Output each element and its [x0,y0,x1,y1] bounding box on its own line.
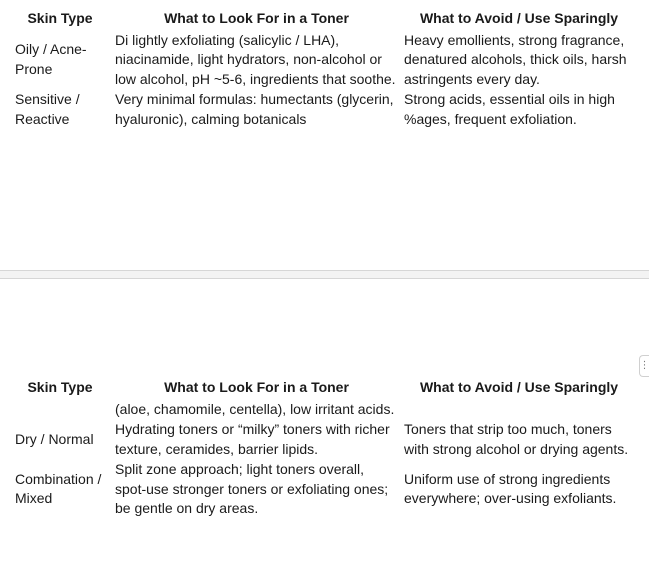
header-skin-type: Skin Type [27,10,93,26]
cell-avoid: Strong acids, essential oils in high %ages, frequent exfoliation. [404,91,615,127]
cell-avoid [401,400,637,421]
header-avoid: What to Avoid / Use Sparingly [419,379,619,395]
toner-table-part-2 [8,377,637,520]
table-row-oily [8,31,637,91]
toner-table-part-1 [8,8,637,130]
page-2 [0,279,649,566]
cell-skin-type: Oily / Acne-Prone [15,41,87,77]
cell-skin-type [8,400,112,421]
cell-look-for: (aloe, chamomile, centella), low irritant acids. [115,400,395,417]
cell-avoid: Heavy emollients, strong fragrance, denatured alcohols, thick oils, harsh astringents every day. [404,31,627,87]
page-break-separator [0,270,649,279]
cell-look-for: Very minimal formulas: humectants (glycerin, hyaluronic), calming botanicals [115,91,394,127]
table-row-sensitive-continued [8,400,637,421]
cell-avoid: Toners that strip too much, toners with strong alcohol or drying agents. [404,421,629,457]
table-header-row [8,8,637,31]
table-row-sensitive [8,90,637,130]
table-header-row-repeated [8,377,637,400]
page-1 [0,0,649,270]
header-skin-type: Skin Type [27,379,93,395]
table-row-combination [8,460,637,520]
cell-skin-type: Combination / Mixed [15,470,102,507]
cell-look-for: Split zone approach; light toners overall, spot-use stronger toners or exfoliating ones; be gentle on dry areas. [115,461,389,516]
header-look-for: What to Look For in a Toner [164,379,349,395]
cell-skin-type: Dry / Normal [15,430,94,447]
cell-avoid: Uniform use of strong ingredients everywhere; over-using exfoliants. [404,470,617,507]
header-avoid: What to Avoid / Use Sparingly [419,10,619,26]
cell-look-for: Di lightly exfoliating (salicylic / LHA), niacinamide, light hydrators, non-alcohol or low alcohol, pH ~5-6, ingredients that soothe. [115,31,396,87]
table-row-dry-normal [8,420,637,460]
cell-look-for: Hydrating toners or “milky” toners with richer texture, ceramides, barrier lipids. [115,421,390,457]
vertical-dots-icon[interactable]: ⋮ [639,355,649,377]
cell-skin-type: Sensitive / Reactive [15,91,80,127]
header-look-for: What to Look For in a Toner [164,10,349,26]
